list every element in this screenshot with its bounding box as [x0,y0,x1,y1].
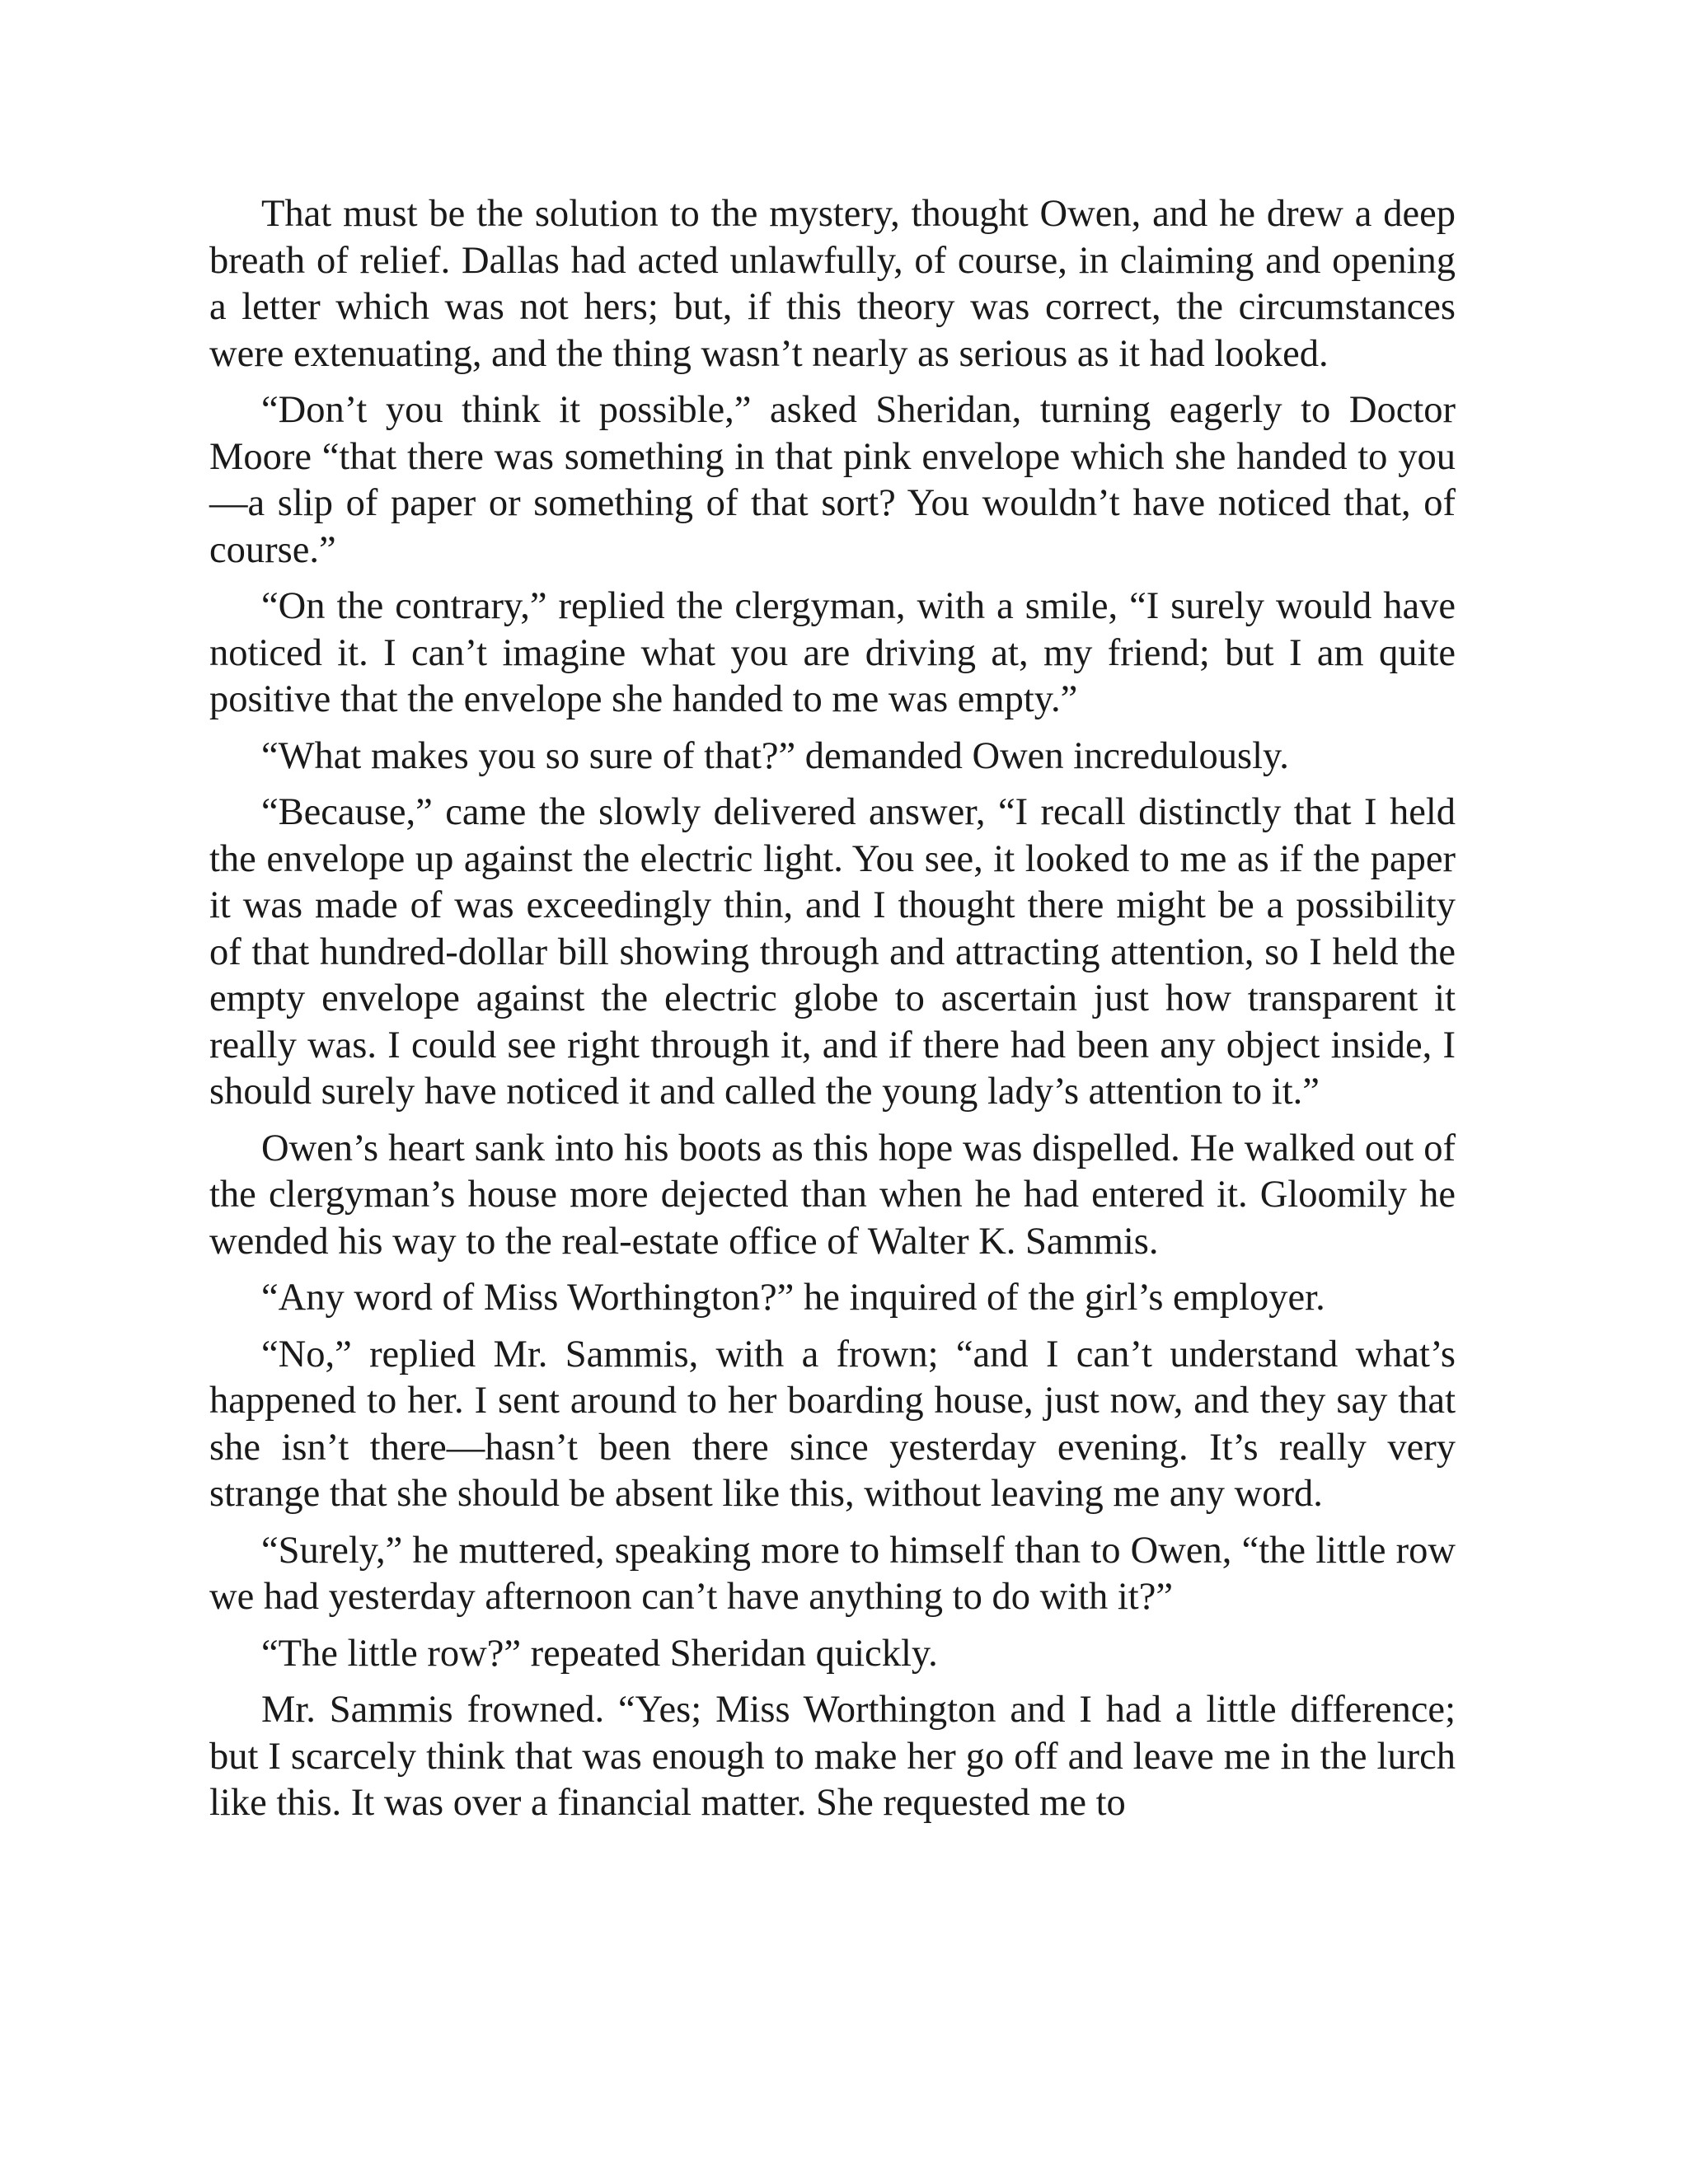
paragraph-10: “The little row?” repeated Sheridan quickly. [261,1632,938,1675]
paragraph-3: “On the contrary,” replied the clergyman, with a smile, “I surely would have noticed it. I can’t imagine what you are driving at, my friend; but I am quite positive that the envelope she handed to me was empty.” [209,585,1456,720]
paragraph-8: “No,” replied Mr. Sammis, with a frown; “and I can’t understand what’s happened to her. I sent around to her boarding house, just now, and they say that she isn’t there—hasn’t been there since yesterday evening. It’s really very strange that she should be absent like this, without leaving me any word. [209,1333,1456,1515]
paragraph-11: Mr. Sammis frowned. “Yes; Miss Worthington and I had a little difference; but I scarcely think that was enough to make her go off and leave me in the lurch like this. It was over a financial matter. She requested me to [209,1689,1456,1824]
page-body [209,191,1456,1837]
paragraph-1: That must be the solution to the mystery, thought Owen, and he drew a deep breath of relief. Dallas had acted unlawfully, of course, in claiming and opening a letter which was not hers; but, if this theory was correct, the circumstances were extenuating, and the thing wasn’t nearly as serious as it had looked. [209,193,1456,375]
paragraph-7: “Any word of Miss Worthington?” he inquired of the girl’s employer. [261,1277,1325,1319]
paragraph-4: “What makes you so sure of that?” demanded Owen incredulously. [261,734,1289,777]
paragraph-2: “Don’t you think it possible,” asked Sheridan, turning eagerly to Doctor Moore “that there was something in that pink envelope which she handed to you—a slip of paper or something of that sort? You wouldn’t have noticed that, of course.” [209,389,1456,571]
paragraph-5: “Because,” came the slowly delivered answer, “I recall distinctly that I held the envelope up against the electric light. You see, it looked to me as if the paper it was made of was exceedingly thin, and I thought there might be a possibility of that hundred-dollar bill showing through and attracting attention, so I held the empty envelope against the electric globe to ascertain just how transparent it really was. I could see right through it, and if there had been any object inside, I should surely have noticed it and called the young lady’s attention to it.” [209,791,1456,1113]
paragraph-9: “Surely,” he muttered, speaking more to himself than to Owen, “the little row we had yesterday afternoon can’t have anything to do with it?” [209,1529,1456,1618]
paragraph-6: Owen’s heart sank into his boots as this hope was dispelled. He walked out of the clergyman’s house more dejected than when he had entered it. Gloomily he wended his way to the real-estate office of Walter K. Sammis. [209,1127,1456,1263]
